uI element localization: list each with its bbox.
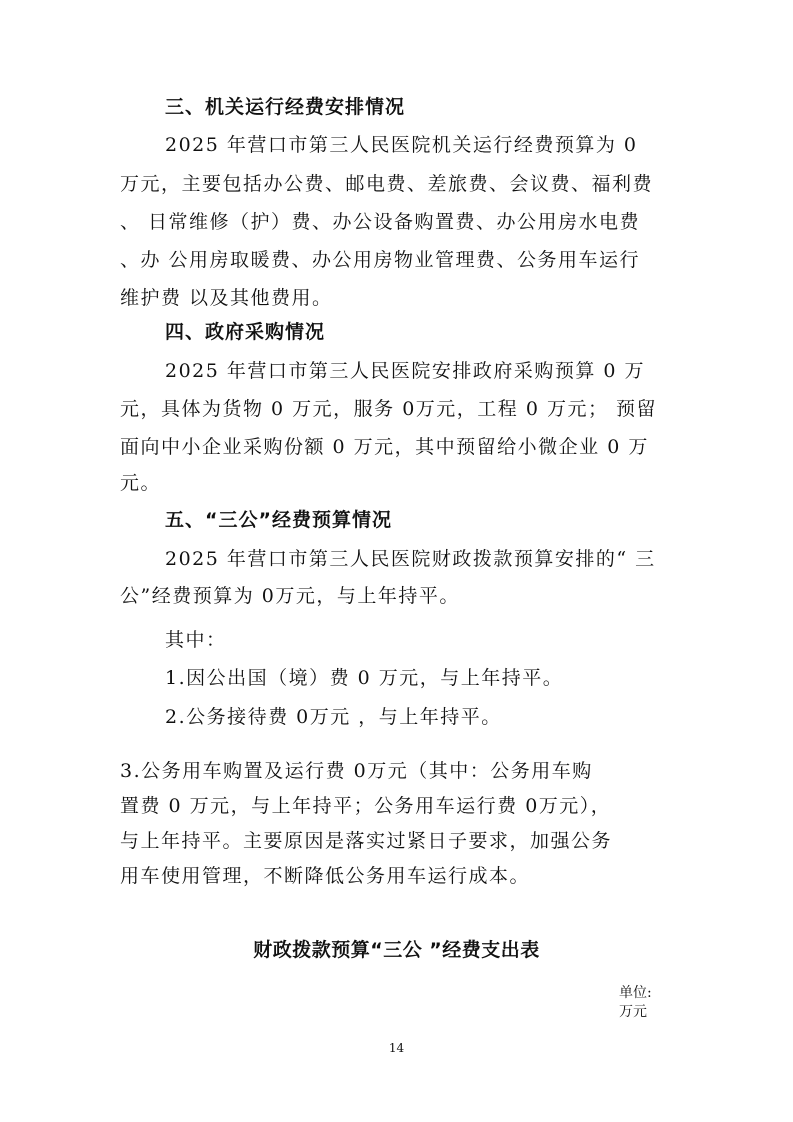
section-3-line: 万元，主要包括办公费、邮电费、差旅费、会议费、福利费 xyxy=(120,173,654,195)
section-3-line: 、办 公用房取暖费、办公用房物业管理费、公务用车运行 xyxy=(120,249,641,271)
unit-label: 单位: xyxy=(619,985,652,1001)
section-4-line: 元，具体为货物 0 万元，服务 0万元，工程 0 万元； 预留 xyxy=(120,398,658,420)
section-4-line: 元。 xyxy=(120,472,162,494)
section-5-heading: 五、“三公”经费预算情况 xyxy=(165,509,392,531)
among-label: 其中： xyxy=(165,629,227,651)
item-3-line: 置费 0 万元，与上年持平；公务用车运行费 0万元）， xyxy=(120,795,612,817)
section-3-line: 、 日常维修（护）费、办公设备购置费、办公用房水电费 xyxy=(120,211,641,233)
section-4-line: 面向中小企业采购份额 0 万元，其中预留给小微企业 0 万 xyxy=(120,436,649,458)
section-3-heading: 三、机关运行经费安排情况 xyxy=(165,96,406,118)
item-3-line: 与上年持平。主要原因是落实过紧日子要求，加强公务 xyxy=(120,830,613,852)
item-3-line: 3.公务用车购置及运行费 0万元（其中：公务用车购 xyxy=(120,760,593,782)
page-number: 14 xyxy=(388,1041,405,1055)
item-3-line: 用车使用管理，不断降低公务用车运行成本。 xyxy=(120,865,531,887)
item-1: 1.因公出国（境）费 0 万元，与上年持平。 xyxy=(165,667,564,689)
section-3-line: 维护费 以及其他费用。 xyxy=(120,287,333,309)
section-4-line: 2025 年营口市第三人民医院安排政府采购预算 0 万 xyxy=(165,360,646,382)
unit-value: 万元 xyxy=(619,1004,647,1020)
section-5-line: 公”经费预算为 0万元，与上年持平。 xyxy=(120,585,460,607)
section-3-line: 2025 年营口市第三人民医院机关运行经费预算为 0 xyxy=(165,134,638,156)
table-title: 财政拨款预算“三公 ”经费支出表 xyxy=(253,939,540,961)
section-4-heading: 四、政府采购情况 xyxy=(165,321,326,343)
item-2: 2.公务接待费 0万元 ，与上年持平。 xyxy=(165,706,502,728)
section-5-line: 2025 年营口市第三人民医院财政拨款预算安排的“ 三 xyxy=(165,548,656,570)
